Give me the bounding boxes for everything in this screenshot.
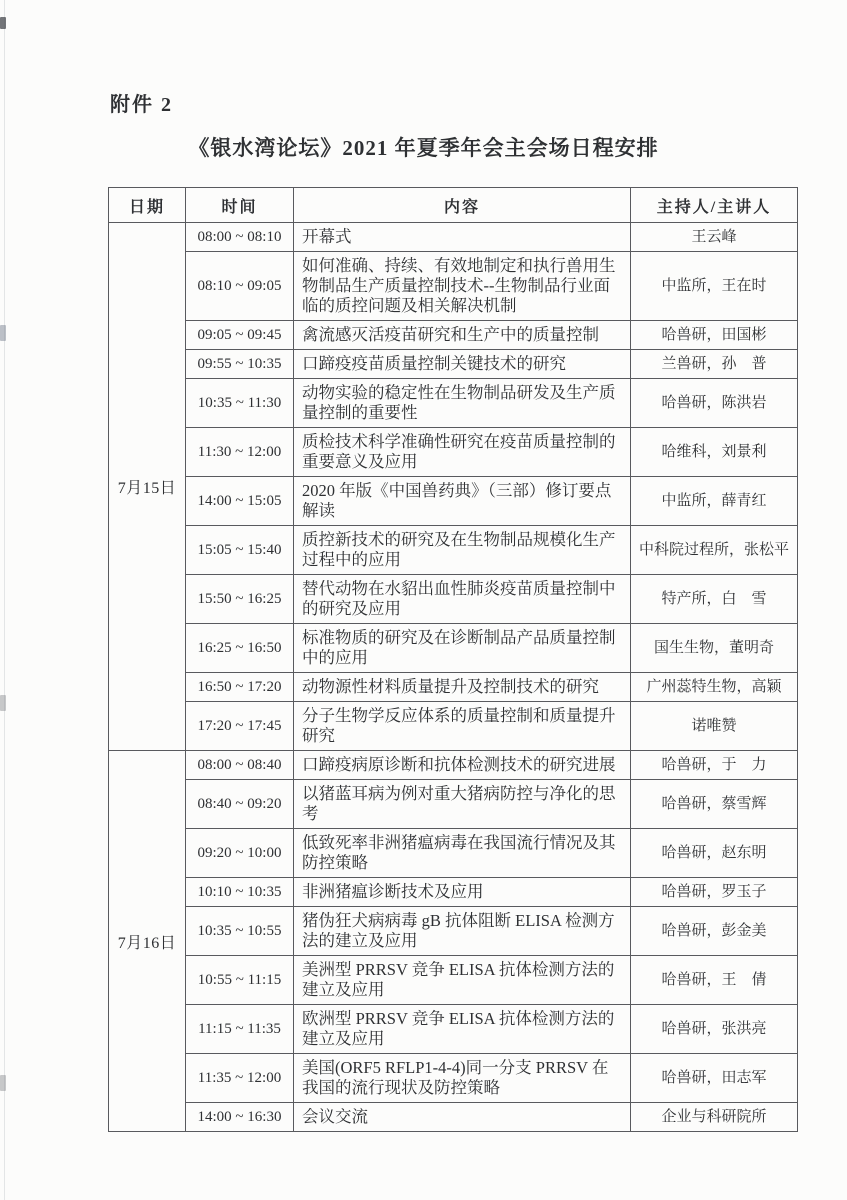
content-cell: 分子生物学反应体系的质量控制和质量提升研究 [294, 702, 631, 751]
speaker-cell: 特产所，白 雪 [631, 575, 798, 624]
time-cell: 17:20 ~ 17:45 [186, 702, 294, 751]
table-row [109, 673, 798, 702]
scan-artifact [0, 17, 6, 29]
speaker-cell: 哈兽研，田国彬 [631, 321, 798, 350]
col-header-time: 时间 [186, 188, 294, 223]
table-row [109, 252, 798, 321]
time-cell: 16:50 ~ 17:20 [186, 673, 294, 702]
table-row [109, 878, 798, 907]
scan-artifact [0, 325, 6, 341]
speaker-cell: 哈兽研，赵东明 [631, 829, 798, 878]
table-row [109, 1054, 798, 1103]
content-cell: 欧洲型 PRRSV 竞争 ELISA 抗体检测方法的建立及应用 [294, 1005, 631, 1054]
table-row [109, 780, 798, 829]
scan-artifact [0, 695, 6, 711]
speaker-cell: 哈兽研，于 力 [631, 751, 798, 780]
content-cell: 低致死率非洲猪瘟病毒在我国流行情况及其防控策略 [294, 829, 631, 878]
time-cell: 10:55 ~ 11:15 [186, 956, 294, 1005]
content-cell: 动物源性材料质量提升及控制技术的研究 [294, 673, 631, 702]
speaker-cell: 哈维科，刘景利 [631, 428, 798, 477]
content-cell: 质控新技术的研究及在生物制品规模化生产过程中的应用 [294, 526, 631, 575]
date-cell: 7月15日 [109, 223, 186, 751]
table-row [109, 575, 798, 624]
speaker-cell: 王云峰 [631, 223, 798, 252]
time-cell: 08:00 ~ 08:40 [186, 751, 294, 780]
table-row [109, 956, 798, 1005]
content-cell: 口蹄疫病原诊断和抗体检测技术的研究进展 [294, 751, 631, 780]
speaker-cell: 中监所，王在时 [631, 252, 798, 321]
time-cell: 16:25 ~ 16:50 [186, 624, 294, 673]
speaker-cell: 企业与科研院所 [631, 1103, 798, 1132]
content-cell: 替代动物在水貂出血性肺炎疫苗质量控制中的研究及应用 [294, 575, 631, 624]
schedule-table-header [109, 188, 798, 223]
scan-streak-line [4, 0, 5, 1200]
speaker-cell: 中科院过程所，张松平 [631, 526, 798, 575]
content-cell: 以猪蓝耳病为例对重大猪病防控与净化的思考 [294, 780, 631, 829]
content-cell: 标准物质的研究及在诊断制品产品质量控制中的应用 [294, 624, 631, 673]
col-header-date: 日期 [109, 188, 186, 223]
speaker-cell: 兰兽研，孙 普 [631, 350, 798, 379]
speaker-cell: 哈兽研，王 倩 [631, 956, 798, 1005]
time-cell: 10:10 ~ 10:35 [186, 878, 294, 907]
speaker-cell: 哈兽研，彭金美 [631, 907, 798, 956]
table-row [109, 477, 798, 526]
date-cell: 7月16日 [109, 751, 186, 1132]
table-row [109, 907, 798, 956]
scan-artifact [0, 1075, 6, 1091]
time-cell: 15:50 ~ 16:25 [186, 575, 294, 624]
content-cell: 猪伪狂犬病病毒 gB 抗体阻断 ELISA 检测方法的建立及应用 [294, 907, 631, 956]
table-row [109, 751, 798, 780]
content-cell: 开幕式 [294, 223, 631, 252]
content-cell: 口蹄疫疫苗质量控制关键技术的研究 [294, 350, 631, 379]
time-cell: 11:30 ~ 12:00 [186, 428, 294, 477]
content-cell: 美国(ORF5 RFLP1-4-4)同一分支 PRRSV 在我国的流行现状及防控策略 [294, 1054, 631, 1103]
time-cell: 11:35 ~ 12:00 [186, 1054, 294, 1103]
table-row [109, 1005, 798, 1054]
table-row [109, 321, 798, 350]
time-cell: 14:00 ~ 15:05 [186, 477, 294, 526]
speaker-cell: 哈兽研，罗玉子 [631, 878, 798, 907]
time-cell: 14:00 ~ 16:30 [186, 1103, 294, 1132]
time-cell: 08:10 ~ 09:05 [186, 252, 294, 321]
speaker-cell: 哈兽研，张洪亮 [631, 1005, 798, 1054]
speaker-cell: 中监所，薛青红 [631, 477, 798, 526]
attachment-label: 附件 2 [110, 94, 173, 116]
speaker-cell: 哈兽研，陈洪岩 [631, 379, 798, 428]
col-header-content: 内容 [294, 188, 631, 223]
time-cell: 09:20 ~ 10:00 [186, 829, 294, 878]
time-cell: 10:35 ~ 11:30 [186, 379, 294, 428]
content-cell: 非洲猪瘟诊断技术及应用 [294, 878, 631, 907]
speaker-cell: 哈兽研，田志军 [631, 1054, 798, 1103]
content-cell: 会议交流 [294, 1103, 631, 1132]
time-cell: 11:15 ~ 11:35 [186, 1005, 294, 1054]
table-row [109, 1103, 798, 1132]
content-cell: 禽流感灭活疫苗研究和生产中的质量控制 [294, 321, 631, 350]
content-cell: 如何准确、持续、有效地制定和执行兽用生物制品生产质量控制技术--生物制品行业面临的质控问题及相关解决机制 [294, 252, 631, 321]
table-row [109, 829, 798, 878]
table-row [109, 223, 798, 252]
table-row [109, 624, 798, 673]
speaker-cell: 哈兽研，蔡雪辉 [631, 780, 798, 829]
page-title: 《银水湾论坛》2021 年夏季年会主会场日程安排 [188, 136, 659, 160]
time-cell: 09:05 ~ 09:45 [186, 321, 294, 350]
schedule-table-body [109, 223, 798, 1132]
time-cell: 10:35 ~ 10:55 [186, 907, 294, 956]
time-cell: 08:40 ~ 09:20 [186, 780, 294, 829]
schedule-table [108, 187, 798, 1132]
time-cell: 09:55 ~ 10:35 [186, 350, 294, 379]
content-cell: 动物实验的稳定性在生物制品研发及生产质量控制的重要性 [294, 379, 631, 428]
table-row [109, 526, 798, 575]
content-cell: 美洲型 PRRSV 竞争 ELISA 抗体检测方法的建立及应用 [294, 956, 631, 1005]
table-row [109, 379, 798, 428]
table-row [109, 350, 798, 379]
time-cell: 08:00 ~ 08:10 [186, 223, 294, 252]
table-row [109, 702, 798, 751]
speaker-cell: 广州蕊特生物，高颖 [631, 673, 798, 702]
header-row [109, 188, 798, 223]
content-cell: 质检技术科学准确性研究在疫苗质量控制的重要意义及应用 [294, 428, 631, 477]
time-cell: 15:05 ~ 15:40 [186, 526, 294, 575]
col-header-speaker: 主持人/主讲人 [631, 188, 798, 223]
content-cell: 2020 年版《中国兽药典》（三部）修订要点解读 [294, 477, 631, 526]
speaker-cell: 诺唯赞 [631, 702, 798, 751]
table-row [109, 428, 798, 477]
speaker-cell: 国生生物，董明奇 [631, 624, 798, 673]
